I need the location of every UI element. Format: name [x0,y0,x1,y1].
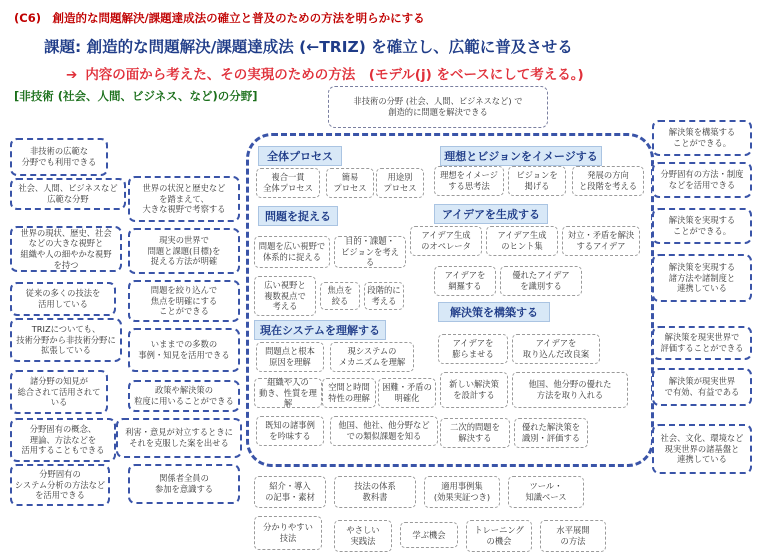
right-box-1: 分野固有の方法・制度 などを活用できる [652,162,752,198]
left-inner-box-1: 現実の世界で 問題と課題(目標)を 捉える方法が明確 [128,228,240,274]
bottom-box-0: 紹介・導入 の記事・素材 [254,476,326,508]
understand-item-5: 既知の諸事例 を吟味する [256,416,324,446]
whole-item-1: 簡易 プロセス [326,168,374,198]
ideal-item-2: 発展の方向 と段階を考える [572,166,644,196]
capture-item-4: 段階的に 考える [364,282,404,310]
bottom-box-3: ツール・ 知識ベース [508,476,584,508]
header-ideal-vision: 理想とビジョンをイメージする [440,146,602,166]
left-far-box-0: 非技術の広範な 分野でも利用できる [10,138,108,176]
top-goal-box: 非技術の分野 (社会、人間、ビジネスなど) で 創造的に問題を解決できる [328,86,548,128]
capture-item-1: 目的・課題・ ビジョンを考える [334,236,406,268]
main-title: 課題: 創造的な問題解決/課題達成法 (←TRIZ) を確立し、広範に普及させる [44,38,573,56]
understand-item-1: 現システムの メカニズムを理解 [330,342,414,372]
right-box-5: 解決策が現実世界 で有効、有益である [652,368,752,406]
understand-item-4: 困難・矛盾の 明確化 [378,378,436,408]
header-capture-problem: 問題を捉える [258,206,338,226]
whole-item-2: 用途別 プロセス [376,168,424,198]
ideal-item-0: 理想をイメージ する思考法 [434,166,504,196]
ideal-item-1: ビジョンを 掲げる [508,166,566,196]
left-inner-box-4: 政策や解決策の 粒度に用いることができる [128,380,240,412]
arrow-icon: ➔ [66,67,78,83]
right-box-3: 解決策を実現する 諸方法や諸制度と 連携している [652,254,752,302]
construct-item-1: アイデアを 取り込んだ改良案 [512,334,600,364]
nontech-label: [非技術 (社会、人間、ビジネス、など)の分野] [14,89,258,103]
left-inner-box-6: 関係者全員の 参加を意識する [128,464,240,504]
header-generate-ideas: アイデアを生成する [434,204,548,224]
understand-item-0: 問題点と根本 原因を理解 [256,342,324,372]
construct-item-2: 新しい解決策 を設計する [440,372,508,408]
header-construct-solution: 解決策を構築する [438,302,550,322]
left-far-box-4: TRIZについても、 技術分野から非技術分野に 拡張している [10,318,122,362]
left-inner-box-5: 利害・意見が対立するときに それを克服した案を出せる [116,418,242,458]
header-whole-process: 全体プロセス [258,146,342,166]
left-inner-box-0: 世界の状況と歴史など を踏まえて、 大きな視野で考察する [128,176,240,222]
capture-item-0: 問題を広い視野で 体系的に捉える [254,236,330,268]
bottom-box-2: 適用事例集 (効果実証つき) [424,476,500,508]
right-box-2: 解決策を実現する ことができる。 [652,208,752,244]
left-far-box-2: 世界の現状、歴史、社会 などの大きな視野と 組織や人の細やかな視野 を持つ [10,226,122,272]
bottom-box-8: 水平展開 の方法 [540,520,606,552]
subtitle-text: 内容の面から考えた、その実現のための方法 (モデル(j) をベースにして考える。) [85,67,584,83]
bottom-box-1: 技法の体系 教科書 [334,476,416,508]
right-box-4: 解決策を現実世界で 評価することができる [652,326,752,360]
construct-item-0: アイデアを 膨らませる [438,334,508,364]
left-inner-box-3: いままでの多数の 事例・知見を活用できる [128,328,240,372]
c6-heading: (C6) 創造的な問題解決/課題達成法の確立と普及のための方法を明らかにする [14,11,425,25]
bottom-box-6: 学ぶ機会 [400,522,458,548]
right-box-0: 解決策を構築する ことができる。 [652,120,752,156]
subtitle [66,63,584,83]
generate-item-1: アイデア生成 のヒント集 [486,226,558,256]
whole-item-0: 複合一貫 全体プロセス [256,168,320,198]
capture-item-2: 広い視野と 複数視点で 考える [254,276,316,316]
left-far-box-1: 社会、人間、ビジネスなど 広範な分野 [10,178,126,210]
understand-item-2: 組織や人の 動き、性質を理解 [254,378,322,408]
construct-item-3: 他国、他分野の優れた 方法を取り入れる [512,372,628,408]
left-far-box-6: 分野固有の概念、 理論、方法などを 活用することもできる [10,418,116,462]
understand-item-3: 空間と時間 特性の理解 [322,378,376,408]
bottom-box-4: 分かりやすい 技法 [254,516,322,550]
bottom-box-5: やさしい 実践法 [334,520,392,552]
generate-item-2: 対立・矛盾を解決 するアイデア [562,226,640,256]
right-box-6: 社会、文化、環境など 現実世界の諸基盤と 連携している [652,424,752,474]
left-far-box-5: 諸分野の知見が 総合されて活用されている [10,370,108,414]
header-understand-system: 現在システムを理解する [254,320,386,340]
understand-item-6: 他国、他社、他分野など での類似課題を知る [330,416,438,446]
left-far-box-3: 従来の多くの技法を 活用している [10,282,116,316]
bottom-box-7: トレーニング の機会 [466,520,532,552]
generate-item-4: 優れたアイデア を識別する [500,266,582,296]
generate-item-0: アイデア生成 のオペレータ [410,226,482,256]
construct-item-5: 優れた解決策を 識別・評価する [514,418,588,448]
left-far-box-7: 分野固有の システム分析の方法など を活用できる [10,464,110,506]
left-inner-box-2: 問題を絞り込んで 焦点を明確にする ことができる [128,280,240,322]
generate-item-3: アイデアを 網羅する [434,266,496,296]
capture-item-3: 焦点を 絞る [320,282,360,310]
construct-item-4: 二次的問題を 解決する [440,418,510,448]
